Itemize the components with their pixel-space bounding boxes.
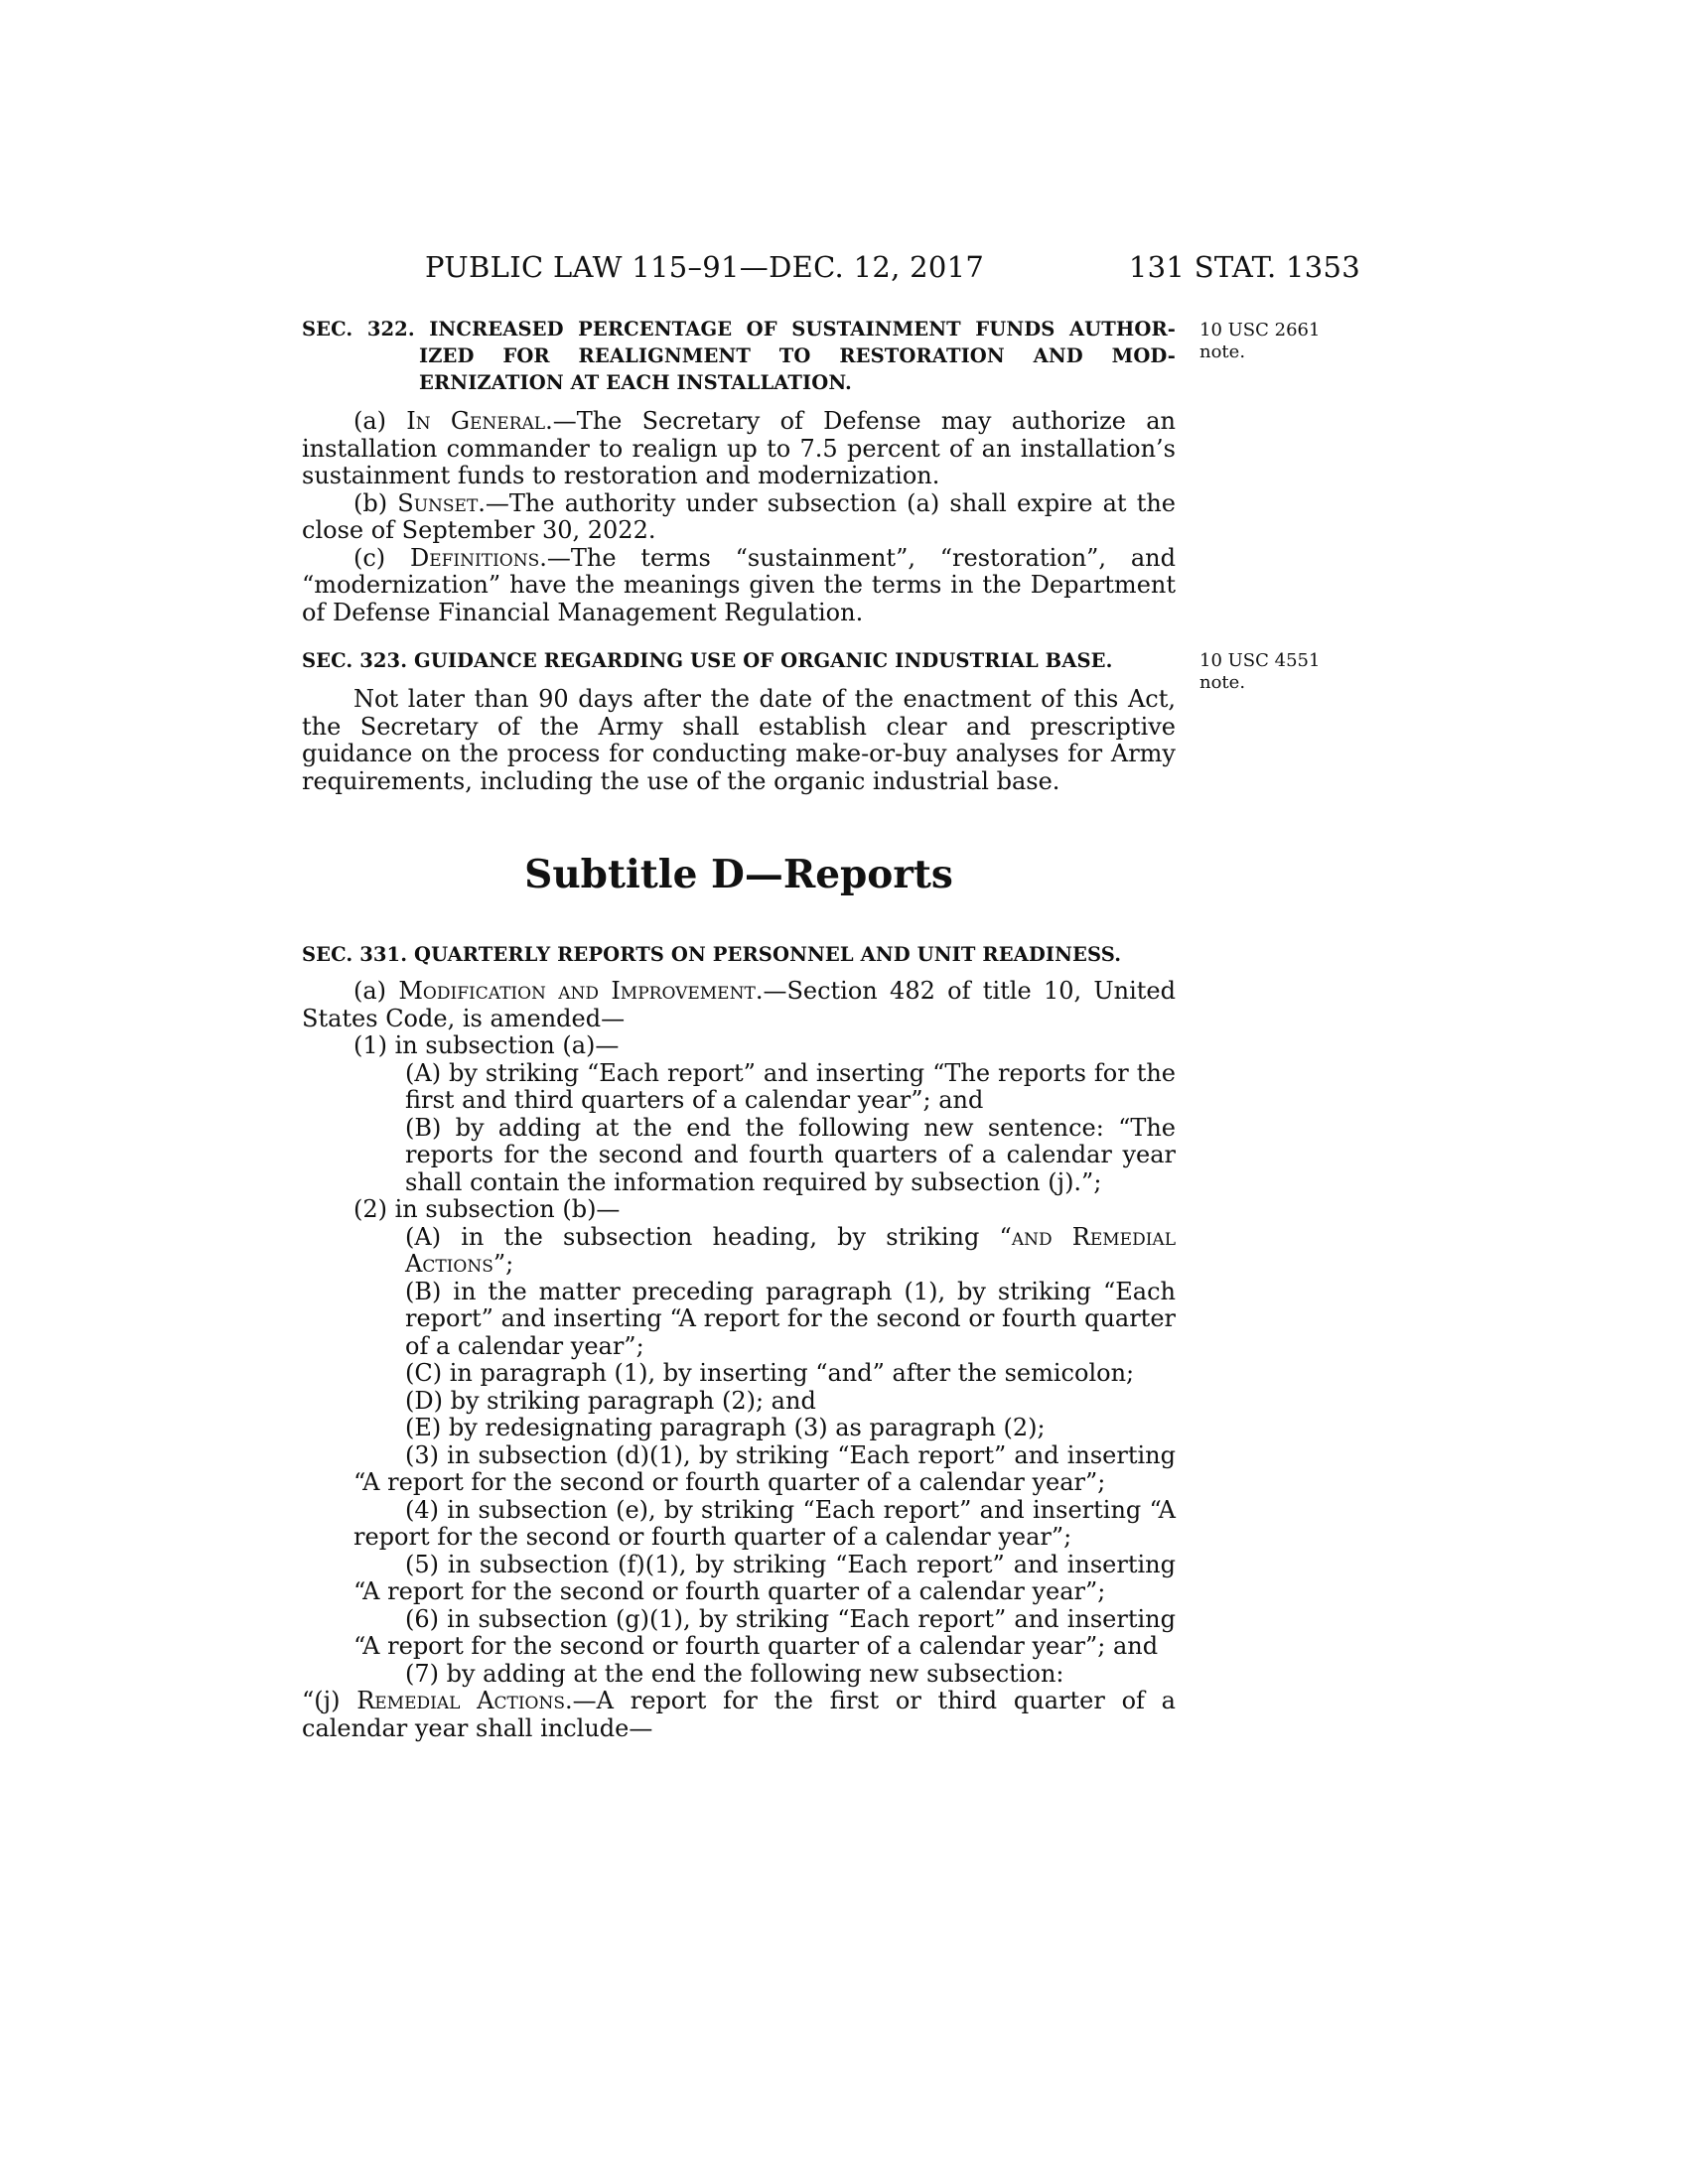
amendment-item-2b: (B) in the matter preceding paragraph (1), by striking “Each report” and inserting “A report for the second or fourth quarter of a calendar year”;: [405, 1277, 1176, 1360]
amendment-item-1a: (A) by striking “Each report” and inserting “The reports for the first and third quarters of a calendar year”; and: [405, 1058, 1176, 1114]
subsection-heading: Modification and Improvement: [398, 977, 756, 1005]
section-322-c: (c) Definitions.—The terms “sustainment”, “restoration”, and “modernization” have the meanings given the terms in the Department of Defense Financial Management Regulation.: [302, 543, 1176, 626]
margin-note-323: 10 USC 4551 note.: [1199, 650, 1321, 693]
subsection-heading: Remedial Actions: [356, 1687, 566, 1714]
section-323-heading: SEC. 323. GUIDANCE REGARDING USE OF ORGANIC INDUSTRIAL BASE.: [302, 649, 1113, 672]
amendment-item-2e: (E) by redesignating paragraph (3) as paragraph (2);: [405, 1414, 1046, 1441]
margin-note-322: 10 USC 2661 note.: [1199, 320, 1321, 362]
section-322: [302, 316, 1176, 626]
subsection-heading: Definitions: [409, 543, 540, 572]
amendment-item-2c: (C) in paragraph (1), by inserting “and” after the semicolon;: [405, 1359, 1135, 1387]
amendment-item-6: (6) in subsection (g)(1), by striking “Each report” and inserting “A report for the second or fourth quarter of a calendar year”; and: [353, 1604, 1176, 1660]
amendment-item-7: (7) by adding at the end the following new subsection:: [405, 1659, 1064, 1688]
amendment-item-1b: (B) by adding at the end the following new sentence: “The reports for the second and fourth quarters of a calendar year shall contain the information required by subsection (j).”;: [405, 1113, 1176, 1196]
section-322-a: (a) In General.—The Secretary of Defense may authorize an installation commander to realign up to 7.5 percent of an installation’s sustainment funds to restoration and modernization.: [302, 407, 1176, 489]
new-subsection-j: “(j) Remedial Actions.—A report for the first or third quarter of a calendar year shall include—: [302, 1687, 1176, 1742]
section-331: [302, 941, 1176, 1742]
amendment-item-2d: (D) by striking paragraph (2); and: [405, 1386, 816, 1415]
section-331-heading: SEC. 331. QUARTERLY REPORTS ON PERSONNEL AND UNIT READINESS.: [302, 943, 1122, 966]
amendment-item-3: (3) in subsection (d)(1), by striking “Each report” and inserting “A report for the second or fourth quarter of a calendar year”;: [353, 1440, 1176, 1496]
subsection-heading: In General: [406, 407, 546, 435]
amendment-item-2a: (A) in the subsection heading, by striking “and Remedial Actions”;: [405, 1222, 1176, 1278]
amendment-item-5: (5) in subsection (f)(1), by striking “Each report” and inserting “A report for the second or fourth quarter of a calendar year”;: [353, 1550, 1176, 1605]
section-323: [302, 647, 1176, 795]
amendment-item-4: (4) in subsection (e), by striking “Each report” and inserting “A report for the second or fourth quarter of a calendar year”;: [353, 1495, 1176, 1551]
section-322-heading: SEC. 322. INCREASED PERCENTAGE OF SUSTAINMENT FUNDS AUTHOR- IZED FOR REALIGNMENT TO RESTORATION AND MOD- ERNIZATION AT EACH INSTALLATION.: [302, 318, 1176, 394]
statute-page-number: 131 STAT. 1353: [1128, 250, 1360, 284]
section-323-text: Not later than 90 days after the date of the enactment of this Act, the Secretary of the Army shall establish clear and prescriptive guidance on the process for conducting make-or-buy analyses for Army requirements, including the use of the organic industrial base.: [302, 685, 1176, 795]
subsection-heading: Sunset: [397, 488, 479, 517]
section-331-a: (a) Modification and Improvement.—Section 482 of title 10, United States Code, is amended—: [302, 977, 1176, 1032]
section-322-b: (b) Sunset.—The authority under subsection (a) shall expire at the close of September 30, 2022.: [302, 488, 1176, 544]
amendment-item-1: (1) in subsection (a)—: [353, 1031, 620, 1059]
public-law-citation: PUBLIC LAW 115–91—DEC. 12, 2017: [425, 250, 985, 284]
amendment-item-2: (2) in subsection (b)—: [353, 1195, 621, 1223]
subtitle-heading: Subtitle D—Reports: [524, 852, 953, 897]
